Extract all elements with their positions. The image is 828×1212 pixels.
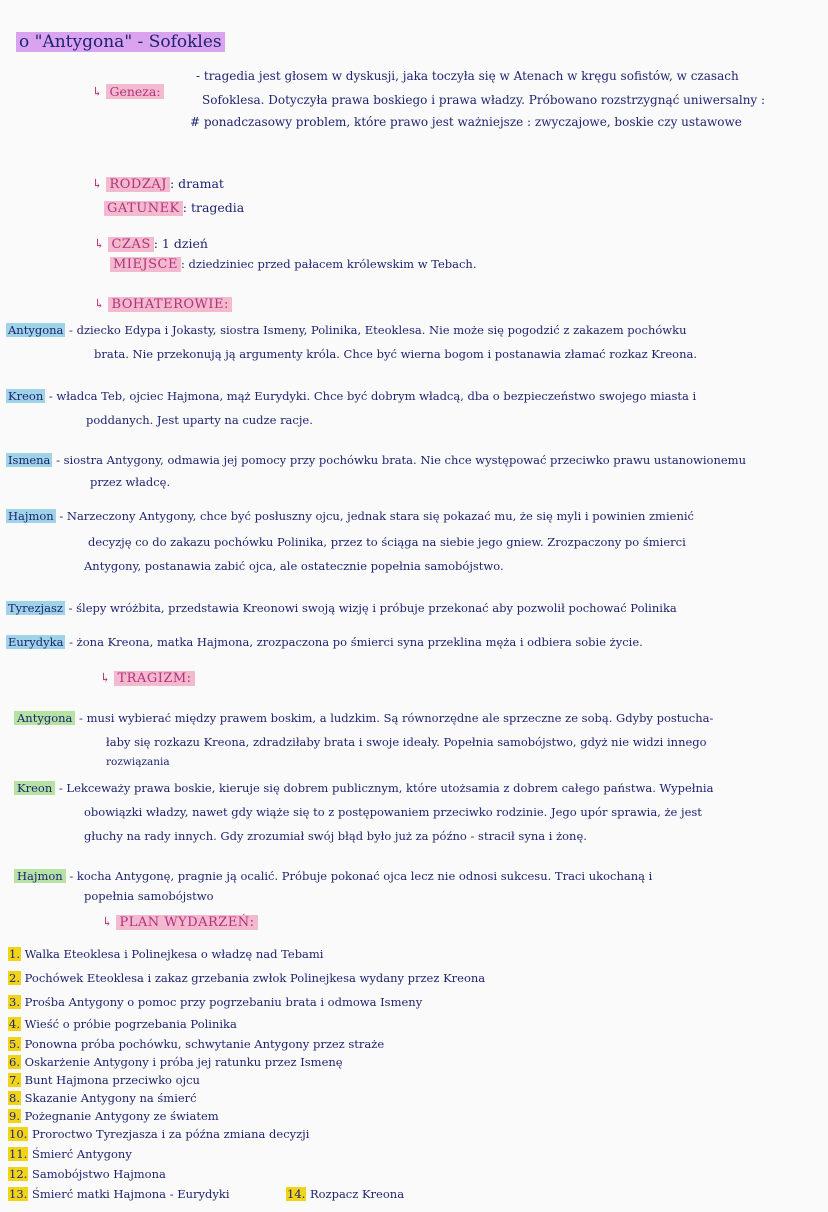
plan-num: 8. (9, 1091, 20, 1105)
plan-text: Pochówek Eteoklesa i zakaz grzebania zwłok Polinejkesa wydany przez Kreona (24, 971, 486, 985)
tragizm-line: obowiązki władzy, nawet gdy wiąże się to z postępowaniem przeciwko rodzinie. Jego upór sprawia, że jest (84, 805, 702, 819)
bohater-hajmon (6, 508, 694, 524)
rodzaj-value: : dramat (169, 176, 224, 191)
bohaterowie-label: BOHATEROWIE: (108, 297, 231, 312)
bohater-antygona (6, 322, 687, 338)
arrow-icon: ↳ (94, 236, 105, 251)
plan-item (8, 1036, 384, 1052)
arrow-icon: ↳ (94, 296, 105, 311)
plan-text: Oskarżenie Antygony i próba jej ratunku przez Ismenę (24, 1055, 343, 1069)
plan-num: 9. (9, 1109, 20, 1123)
bohater-name: Kreon (8, 389, 44, 403)
geneza-heading (92, 84, 164, 100)
page-title (16, 34, 225, 50)
bohater-line: przez władcę. (90, 475, 171, 489)
title-highlight: o "Antygona" - Sofokles (16, 32, 225, 52)
plan-item (8, 946, 324, 962)
bohater-line: - dziecko Edypa i Jokasty, siostra Ismeny, Polinika, Eteoklesa. Nie może się pogodzić z zakazem pochówku (69, 323, 687, 337)
bohater-line: brata. Nie przekonują ją argumenty króla. Chce być wierna bogom i postanawia złamać rozkaz Kreona. (94, 347, 698, 361)
bohater-name: Hajmon (8, 509, 54, 523)
arrow-icon: ↳ (92, 84, 103, 99)
plan-text: Proroctwo Tyrezjasza i za późna zmiana decyzji (31, 1127, 310, 1141)
plan-item (8, 1054, 343, 1070)
czas-label: CZAS (108, 237, 153, 252)
tragizm-line: - musi wybierać między prawem boskim, a ludzkim. Są równorzędne ale sprzeczne ze sobą. Gdyby postucha- (79, 711, 714, 725)
plan-text: Samobójstwo Hajmona (31, 1167, 166, 1181)
plan-text: Wieść o próbie pogrzebania Polinika (24, 1017, 237, 1031)
arrow-icon: ↳ (100, 670, 111, 685)
tragizm-line: głuchy na rady innych. Gdy zrozumiał swój błąd było już za późno - stracił syna i żonę. (84, 829, 587, 843)
tragizm-name: Antygona (14, 711, 75, 725)
tragizm-heading (100, 670, 195, 687)
plan-num: 12. (9, 1167, 28, 1181)
tragizm-line: łaby się rozkazu Kreona, zdradziłaby brata i swoje ideały. Popełnia samobójstwo, gdyż nie widzi innego (106, 735, 707, 749)
plan-item (8, 1126, 309, 1142)
bohater-line: - Narzeczony Antygony, chce być posłuszny ojcu, jednak stara się pokazać mu, że się myli i powinien zmienić (59, 509, 694, 523)
bohater-tyrezjasz (6, 600, 677, 616)
plan-item (8, 1186, 230, 1202)
czas-value: : 1 dzień (153, 236, 208, 251)
bohater-line: Antygony, postanawia zabić ojca, ale ostatecznie popełnia samobójstwo. (84, 559, 504, 573)
bohater-line: - żona Kreona, matka Hajmona, zrozpaczona po śmierci syna przeklina męża i odbiera sobie życie. (69, 635, 643, 649)
tragizm-line: popełnia samobójstwo (84, 889, 214, 903)
plan-num: 11. (9, 1147, 28, 1161)
plan-num: 3. (9, 995, 20, 1009)
arrow-icon: ↳ (92, 176, 103, 191)
plan-text: Ponowna próba pochówku, schwytanie Antygony przez straże (24, 1037, 385, 1051)
plan-label: PLAN WYDARZEŃ: (116, 915, 257, 930)
miejsce-row (110, 256, 477, 273)
plan-text: Prośba Antygony o pomoc przy pogrzebaniu brata i odmowa Ismeny (24, 995, 423, 1009)
bohater-name: Ismena (8, 453, 51, 467)
bohater-name: Antygona (8, 323, 64, 337)
plan-text: Bunt Hajmona przeciwko ojcu (24, 1073, 200, 1087)
bohater-line: poddanych. Jest uparty na cudze racje. (86, 413, 313, 427)
plan-item (8, 1090, 197, 1106)
plan-num: 14. (287, 1187, 306, 1201)
rodzaj-label: RODZAJ (106, 177, 170, 192)
plan-item (8, 1072, 200, 1088)
plan-item (8, 970, 485, 986)
bohater-line: - władca Teb, ojciec Hajmona, mąż Eurydyki. Chce być dobrym władcą, dba o bezpieczeństwo swojego miasta i (48, 389, 697, 403)
plan-num: 1. (9, 947, 20, 961)
plan-num: 10. (9, 1127, 28, 1141)
plan-item (286, 1186, 404, 1202)
plan-num: 6. (9, 1055, 20, 1069)
tragizm-line: rozwiązania (106, 756, 170, 768)
bohater-kreon (6, 388, 696, 404)
plan-heading (102, 914, 258, 931)
tragizm-hajmon (14, 868, 652, 884)
geneza-line-1: - tragedia jest głosem w dyskusji, jaka toczyła się w Atenach w kręgu sofistów, w czasach (196, 69, 739, 83)
gatunek-label: GATUNEK (104, 201, 183, 216)
tragizm-antygona (14, 710, 713, 726)
czas-row (94, 236, 208, 253)
miejsce-value: : dziedziniec przed pałacem królewskim w Tebach. (181, 257, 477, 271)
bohater-name: Eurydyka (8, 635, 64, 649)
bohaterowie-heading (94, 296, 232, 313)
bohater-line: - siostra Antygony, odmawia jej pomocy przy pochówku brata. Nie chce występować przeciwko prawu ustanowionemu (56, 453, 746, 467)
bohater-ismena (6, 452, 746, 468)
tragizm-name: Kreon (14, 781, 55, 795)
arrow-icon: ↳ (102, 914, 113, 929)
rodzaj-row (92, 176, 224, 193)
bohater-eurydyka (6, 634, 643, 650)
bohater-name: Tyrezjasz (8, 601, 63, 615)
plan-num: 2. (9, 971, 20, 985)
plan-item (8, 1166, 166, 1182)
plan-text: Skazanie Antygony na śmierć (24, 1091, 197, 1105)
tragizm-line: - kocha Antygonę, pragnie ją ocalić. Próbuje pokonać ojca lecz nie odnosi sukcesu. Traci ukochaną i (69, 869, 653, 883)
tragizm-line: - Lekceważy prawa boskie, kieruje się dobrem publicznym, które utożsamia z dobrem całego państwa. Wypełnia (58, 781, 714, 795)
plan-num: 7. (9, 1073, 20, 1087)
bohater-line: decyzję co do zakazu pochówku Polinika, przez to ściąga na siebie jego gniew. Zrozpaczony po śmierci (88, 535, 686, 549)
tragizm-label: TRAGIZM: (114, 671, 194, 686)
gatunek-row (104, 200, 244, 217)
tragizm-kreon (14, 780, 713, 796)
plan-item (8, 994, 422, 1010)
bohater-line: - ślepy wróżbita, przedstawia Kreonowi swoją wizję i próbuje przekonać aby pozwolił pochować Polinika (68, 601, 677, 615)
plan-item (8, 1108, 219, 1124)
geneza-line-3: # ponadczasowy problem, które prawo jest ważniejsze : zwyczajowe, boskie czy ustawowe (190, 115, 742, 129)
plan-text: Śmierć Antygony (31, 1147, 132, 1161)
miejsce-label: MIEJSCE (110, 257, 181, 272)
plan-item (8, 1146, 132, 1162)
plan-text: Pożegnanie Antygony ze światem (24, 1109, 219, 1123)
geneza-label: Geneza: (106, 84, 163, 99)
plan-item (8, 1016, 237, 1032)
tragizm-name: Hajmon (14, 869, 66, 883)
plan-num: 4. (9, 1017, 20, 1031)
plan-text: Walka Eteoklesa i Polinejkesa o władzę nad Tebami (24, 947, 324, 961)
geneza-line-2: Sofoklesa. Dotyczyła prawa boskiego i prawa władzy. Próbowano rozstrzygnąć uniwersalny : (202, 93, 766, 107)
plan-num: 5. (9, 1037, 20, 1051)
plan-num: 13. (9, 1187, 28, 1201)
plan-text: Rozpacz Kreona (309, 1187, 405, 1201)
plan-text: Śmierć matki Hajmona - Eurydyki (31, 1187, 230, 1201)
gatunek-value: : tragedia (182, 200, 245, 215)
